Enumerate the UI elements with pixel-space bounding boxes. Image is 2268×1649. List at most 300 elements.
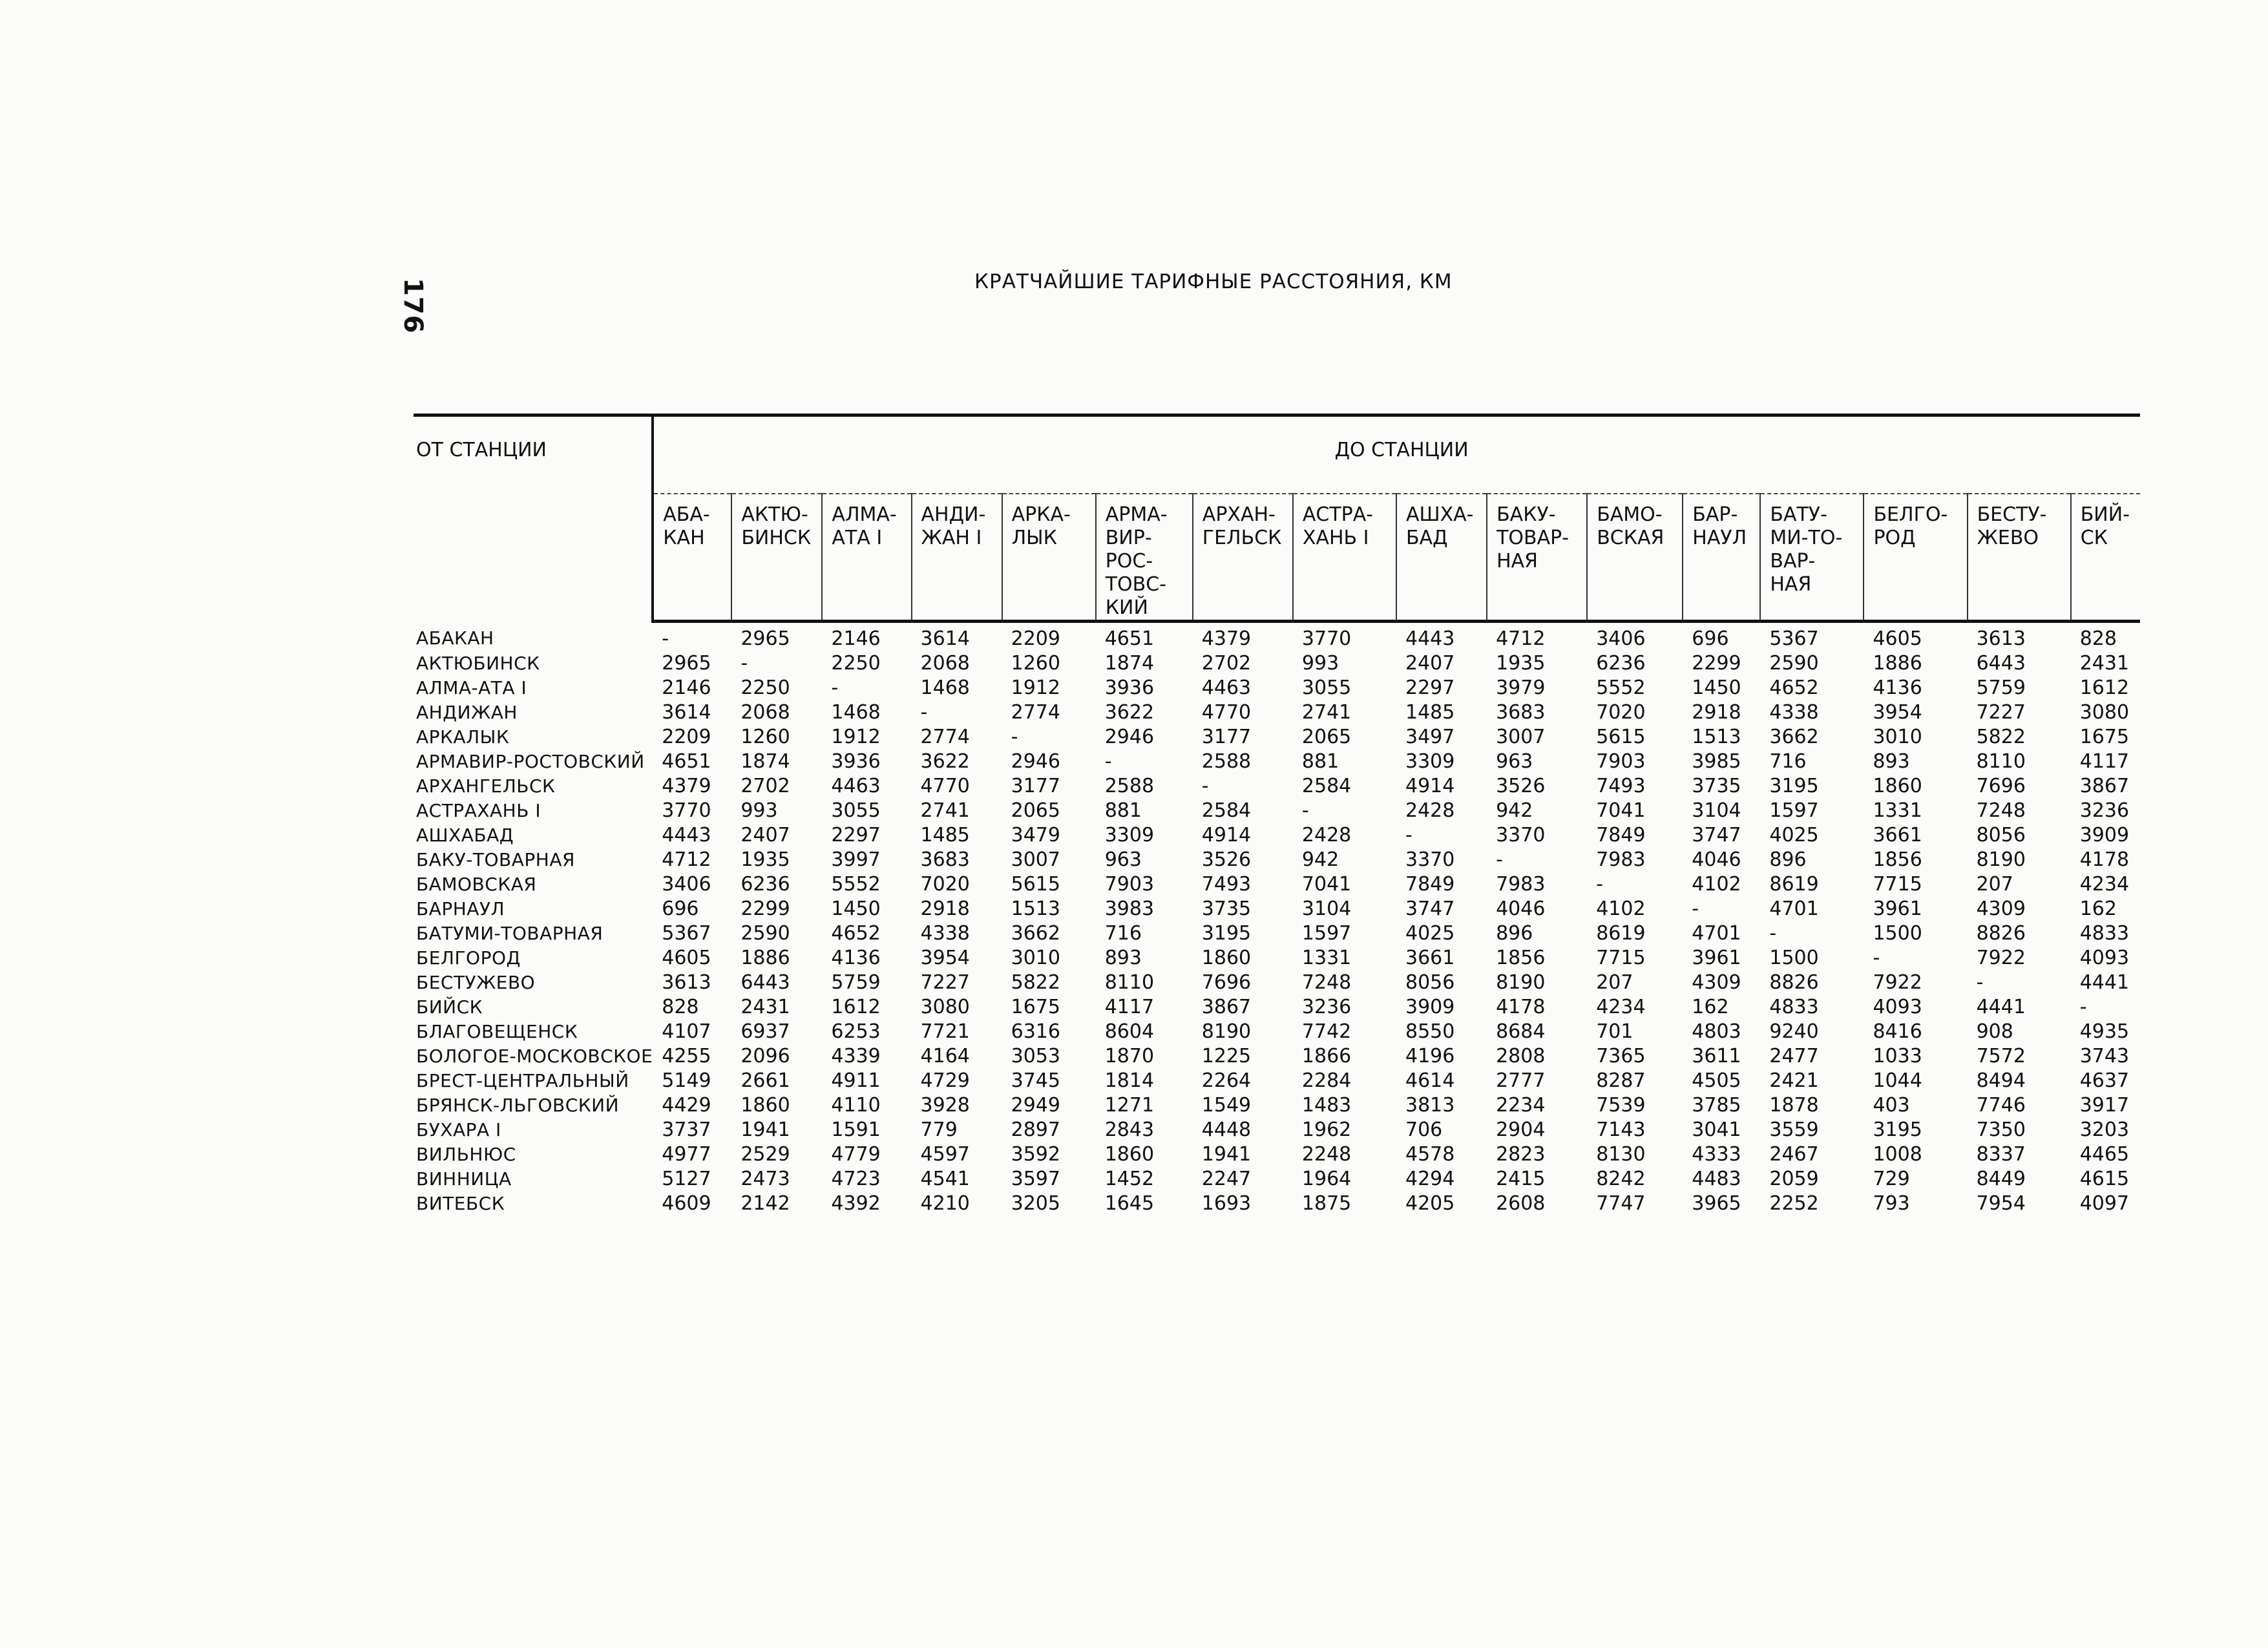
station-name: АРКАЛЫК bbox=[416, 726, 510, 748]
distance-cell: 7849 bbox=[1596, 824, 1646, 846]
distance-cell: 4770 bbox=[1201, 701, 1252, 724]
distance-cell: 701 bbox=[1596, 1020, 1633, 1043]
distance-cell: 2428 bbox=[1301, 824, 1352, 846]
distance-cell: 7983 bbox=[1596, 848, 1646, 871]
distance-cell: 3917 bbox=[2079, 1094, 2130, 1117]
station-name: ВИЛЬНЮС bbox=[416, 1144, 516, 1165]
distance-cell: 5149 bbox=[662, 1069, 711, 1092]
distance-cell: 1886 bbox=[1873, 652, 1922, 675]
distance-cell: 1874 bbox=[740, 750, 790, 773]
distance-cell: 8056 bbox=[1405, 971, 1455, 994]
distance-cell: 2059 bbox=[1769, 1168, 1819, 1190]
distance-cell: 2299 bbox=[740, 898, 790, 920]
distance-cell: 993 bbox=[740, 799, 778, 822]
distance-cell: 2949 bbox=[1011, 1094, 1060, 1117]
column-header: АРХАН- ГЕЛЬСК bbox=[1193, 494, 1293, 622]
distance-cell: 4178 bbox=[1496, 996, 1546, 1018]
distance-cell: 3965 bbox=[1692, 1192, 1741, 1215]
distance-cell: 207 bbox=[1596, 971, 1633, 994]
distance-cell: - bbox=[920, 701, 928, 724]
distance-cell: 4443 bbox=[662, 824, 711, 846]
distance-cell: 3177 bbox=[1201, 726, 1252, 748]
distance-cell: 828 bbox=[662, 996, 699, 1018]
column-header: БИЙ- СК bbox=[2071, 494, 2140, 622]
distance-cell: 4097 bbox=[2079, 1192, 2130, 1215]
distance-cell: 4463 bbox=[1201, 677, 1252, 699]
column-header-row bbox=[414, 494, 2140, 622]
distance-cell: 2234 bbox=[1496, 1094, 1546, 1117]
distance-cell: 3007 bbox=[1496, 726, 1546, 748]
distance-cell: 2823 bbox=[1496, 1143, 1546, 1166]
distance-cell: 696 bbox=[1692, 627, 1729, 650]
distance-cell: 6316 bbox=[1011, 1020, 1060, 1043]
distance-cell: 207 bbox=[1976, 873, 2013, 896]
distance-table bbox=[414, 414, 2140, 1216]
distance-cell: 3770 bbox=[662, 799, 711, 822]
distance-cell: 4652 bbox=[831, 922, 881, 945]
distance-cell: 4833 bbox=[1769, 996, 1819, 1018]
distance-cell: 3661 bbox=[1873, 824, 1922, 846]
distance-cell: 4338 bbox=[1769, 701, 1819, 724]
distance-cell: 8684 bbox=[1496, 1020, 1546, 1043]
distance-cell: 6443 bbox=[740, 971, 790, 994]
distance-cell: 3613 bbox=[662, 971, 711, 994]
station-name: БАТУМИ-ТОВАРНАЯ bbox=[416, 923, 604, 944]
distance-cell: 4652 bbox=[1769, 677, 1819, 699]
distance-cell: 1866 bbox=[1301, 1045, 1352, 1067]
station-name: БЛАГОВЕЩЕНСК bbox=[416, 1021, 578, 1042]
distance-cell: 7903 bbox=[1596, 750, 1646, 773]
distance-cell: 8190 bbox=[1496, 971, 1546, 994]
distance-cell: - bbox=[740, 652, 748, 675]
distance-cell: 881 bbox=[1104, 799, 1142, 822]
distance-cell: 5759 bbox=[1976, 677, 2026, 699]
distance-cell: 7742 bbox=[1301, 1020, 1352, 1043]
distance-cell: 3614 bbox=[662, 701, 711, 724]
distance-cell: 3406 bbox=[662, 873, 711, 896]
distance-cell: 4136 bbox=[1873, 677, 1922, 699]
distance-cell: 7143 bbox=[1596, 1119, 1646, 1141]
distance-cell: 8619 bbox=[1769, 873, 1819, 896]
distance-cell: 3662 bbox=[1769, 726, 1819, 748]
distance-cell: 1331 bbox=[1873, 799, 1922, 822]
distance-cell: 4046 bbox=[1692, 848, 1741, 871]
distance-cell: 2590 bbox=[1769, 652, 1819, 675]
distance-cell: 1612 bbox=[831, 996, 881, 1018]
distance-cell: 706 bbox=[1405, 1119, 1443, 1141]
distance-cell: 1935 bbox=[1496, 652, 1546, 675]
distance-cell: 4701 bbox=[1769, 898, 1819, 920]
distance-cell: 2065 bbox=[1301, 726, 1352, 748]
distance-cell: 3559 bbox=[1769, 1119, 1819, 1141]
distance-cell: 4770 bbox=[920, 775, 970, 797]
distance-cell: 881 bbox=[1301, 750, 1339, 773]
distance-cell: - bbox=[1976, 971, 1984, 994]
distance-cell: 4205 bbox=[1405, 1192, 1455, 1215]
distance-cell: 2897 bbox=[1011, 1119, 1060, 1141]
column-header: АБА- КАН bbox=[653, 494, 731, 622]
station-name: БАРНАУЛ bbox=[416, 898, 505, 919]
distance-cell: 4614 bbox=[1405, 1069, 1455, 1092]
distance-cell: 4541 bbox=[920, 1168, 970, 1190]
table-row bbox=[414, 897, 2140, 921]
table-row bbox=[414, 1167, 2140, 1192]
station-name: БИЙСК bbox=[416, 996, 483, 1018]
distance-cell: 779 bbox=[920, 1119, 958, 1141]
station-name: БРЕСТ-ЦЕНТРАЛЬНЫЙ bbox=[416, 1070, 629, 1091]
distance-cell: 2702 bbox=[740, 775, 790, 797]
distance-cell: 3928 bbox=[920, 1094, 970, 1117]
distance-cell: 2588 bbox=[1201, 750, 1252, 773]
distance-cell: 4333 bbox=[1692, 1143, 1741, 1166]
distance-cell: 1856 bbox=[1496, 947, 1546, 969]
distance-cell: 4712 bbox=[662, 848, 711, 871]
distance-cell: 3053 bbox=[1011, 1045, 1060, 1067]
distance-cell: 8056 bbox=[1976, 824, 2026, 846]
distance-cell: 2415 bbox=[1496, 1168, 1546, 1190]
distance-cell: 3735 bbox=[1201, 898, 1252, 920]
distance-cell: 6236 bbox=[740, 873, 790, 896]
distance-cell: 4441 bbox=[1976, 996, 2026, 1018]
table-row bbox=[414, 622, 2140, 652]
distance-cell: 162 bbox=[2079, 898, 2117, 920]
distance-cell: 3406 bbox=[1596, 627, 1646, 650]
distance-cell: 1935 bbox=[740, 848, 790, 871]
table-row bbox=[414, 921, 2140, 946]
distance-cell: 696 bbox=[662, 898, 699, 920]
distance-cell: 3936 bbox=[831, 750, 881, 773]
table-row bbox=[414, 1192, 2140, 1216]
distance-cell: 7350 bbox=[1976, 1119, 2026, 1141]
distance-cell: 3526 bbox=[1496, 775, 1546, 797]
distance-cell: 3203 bbox=[2079, 1119, 2130, 1141]
table-row bbox=[414, 725, 2140, 750]
table-row bbox=[414, 872, 2140, 897]
distance-cell: 1468 bbox=[920, 677, 970, 699]
page-title: КРАТЧАЙШИЕ ТАРИФНЫЕ РАССТОЯНИЯ, КМ bbox=[974, 270, 1453, 293]
distance-cell: 7849 bbox=[1405, 873, 1455, 896]
distance-cell: 7539 bbox=[1596, 1094, 1646, 1117]
distance-cell: 7020 bbox=[1596, 701, 1646, 724]
distance-cell: 4178 bbox=[2079, 848, 2130, 871]
distance-cell: 1693 bbox=[1201, 1192, 1252, 1215]
distance-cell: 4110 bbox=[831, 1094, 881, 1117]
distance-cell: 4483 bbox=[1692, 1168, 1741, 1190]
distance-cell: 1450 bbox=[1692, 677, 1741, 699]
distance-cell: 2477 bbox=[1769, 1045, 1819, 1067]
distance-cell: 8130 bbox=[1596, 1143, 1646, 1166]
distance-cell: 2250 bbox=[831, 652, 881, 675]
distance-cell: 8416 bbox=[1873, 1020, 1922, 1043]
distance-cell: 1008 bbox=[1873, 1143, 1922, 1166]
station-name: АКТЮБИНСК bbox=[416, 653, 540, 674]
distance-cell: 963 bbox=[1496, 750, 1533, 773]
distance-cell: 7227 bbox=[1976, 701, 2026, 724]
distance-cell: 4637 bbox=[2079, 1069, 2130, 1092]
distance-cell: 896 bbox=[1769, 848, 1807, 871]
distance-cell: - bbox=[1201, 775, 1209, 797]
table-row bbox=[414, 946, 2140, 971]
station-name: АБАКАН bbox=[416, 627, 494, 649]
distance-cell: 7020 bbox=[920, 873, 970, 896]
distance-cell: 8242 bbox=[1596, 1168, 1646, 1190]
distance-cell: 2584 bbox=[1201, 799, 1252, 822]
distance-cell: 1814 bbox=[1104, 1069, 1155, 1092]
distance-cell: - bbox=[662, 627, 669, 650]
distance-cell: 1033 bbox=[1873, 1045, 1922, 1067]
distance-cell: 3479 bbox=[1011, 824, 1060, 846]
table-row bbox=[414, 700, 2140, 725]
distance-cell: 3745 bbox=[1011, 1069, 1060, 1092]
distance-cell: 1513 bbox=[1011, 898, 1060, 920]
distance-cell: 4803 bbox=[1692, 1020, 1741, 1043]
distance-cell: 4196 bbox=[1405, 1045, 1455, 1067]
distance-cell: 3041 bbox=[1692, 1119, 1741, 1141]
distance-cell: 3813 bbox=[1405, 1094, 1455, 1117]
distance-cell: 4117 bbox=[2079, 750, 2130, 773]
distance-cell: 3954 bbox=[920, 947, 970, 969]
distance-cell: 2808 bbox=[1496, 1045, 1546, 1067]
distance-cell: 3909 bbox=[2079, 824, 2130, 846]
distance-cell: 3747 bbox=[1405, 898, 1455, 920]
distance-cell: 4701 bbox=[1692, 922, 1741, 945]
distance-cell: 1468 bbox=[831, 701, 881, 724]
distance-cell: 2584 bbox=[1301, 775, 1352, 797]
distance-cell: 3309 bbox=[1104, 824, 1155, 846]
distance-cell: 1675 bbox=[1011, 996, 1060, 1018]
distance-cell: 1331 bbox=[1301, 947, 1352, 969]
distance-cell: 4046 bbox=[1496, 898, 1546, 920]
distance-cell: 2146 bbox=[831, 627, 881, 650]
distance-cell: 4605 bbox=[1873, 627, 1922, 650]
station-name: АНДИЖАН bbox=[416, 702, 518, 723]
table-row bbox=[414, 1118, 2140, 1142]
distance-cell: 8190 bbox=[1201, 1020, 1252, 1043]
distance-cell: 2965 bbox=[740, 627, 790, 650]
distance-cell: 3195 bbox=[1769, 775, 1819, 797]
column-header: АРМА- ВИР- РОС- ТОВС- КИЙ bbox=[1096, 494, 1193, 622]
table-row bbox=[414, 1142, 2140, 1167]
distance-cell: 1513 bbox=[1692, 726, 1741, 748]
distance-cell: 7903 bbox=[1104, 873, 1155, 896]
distance-cell: 3867 bbox=[1201, 996, 1252, 1018]
distance-cell: 3597 bbox=[1011, 1168, 1060, 1190]
station-name: БУХАРА I bbox=[416, 1119, 501, 1140]
distance-cell: 7983 bbox=[1496, 873, 1546, 896]
distance-cell: 4338 bbox=[920, 922, 970, 945]
distance-cell: 4977 bbox=[662, 1143, 711, 1166]
column-header: БАМО- ВСКАЯ bbox=[1587, 494, 1683, 622]
distance-cell: 7365 bbox=[1596, 1045, 1646, 1067]
distance-cell: 4463 bbox=[831, 775, 881, 797]
distance-cell: 2904 bbox=[1496, 1119, 1546, 1141]
distance-cell: 7922 bbox=[1976, 947, 2026, 969]
distance-cell: - bbox=[1104, 750, 1112, 773]
table-row bbox=[414, 971, 2140, 995]
distance-cell: 3683 bbox=[1496, 701, 1546, 724]
distance-cell: 1450 bbox=[831, 898, 881, 920]
distance-cell: 7721 bbox=[920, 1020, 970, 1043]
station-name: АСТРАХАНЬ I bbox=[416, 800, 541, 821]
distance-cell: 4609 bbox=[662, 1192, 711, 1215]
distance-cell: 3611 bbox=[1692, 1045, 1741, 1067]
distance-cell: 1941 bbox=[1201, 1143, 1252, 1166]
distance-cell: 1500 bbox=[1769, 947, 1819, 969]
station-name: БОЛОГОЕ-МОСКОВСКОЕ bbox=[416, 1045, 653, 1067]
distance-cell: 3236 bbox=[2079, 799, 2130, 822]
distance-cell: 2608 bbox=[1496, 1192, 1546, 1215]
distance-cell: 5822 bbox=[1011, 971, 1060, 994]
distance-cell: 5552 bbox=[1596, 677, 1646, 699]
distance-cell: 1964 bbox=[1301, 1168, 1352, 1190]
distance-cell: 4210 bbox=[920, 1192, 970, 1215]
distance-cell: 1549 bbox=[1201, 1094, 1252, 1117]
distance-cell: 7696 bbox=[1201, 971, 1252, 994]
distance-cell: 4443 bbox=[1405, 627, 1455, 650]
column-header: БАР- НАУЛ bbox=[1683, 494, 1760, 622]
distance-cell: 1612 bbox=[2079, 677, 2130, 699]
distance-cell: 4025 bbox=[1405, 922, 1455, 945]
distance-cell: 2774 bbox=[1011, 701, 1060, 724]
distance-cell: 5367 bbox=[1769, 627, 1819, 650]
distance-cell: 4712 bbox=[1496, 627, 1546, 650]
distance-cell: 3622 bbox=[1104, 701, 1155, 724]
distance-cell: 1452 bbox=[1104, 1168, 1155, 1190]
distance-cell: 1878 bbox=[1769, 1094, 1819, 1117]
distance-cell: - bbox=[1692, 898, 1699, 920]
distance-cell: 1591 bbox=[831, 1119, 881, 1141]
distance-cell: 8604 bbox=[1104, 1020, 1155, 1043]
distance-cell: 4294 bbox=[1405, 1168, 1455, 1190]
station-name: АРМАВИР-РОСТОВСКИЙ bbox=[416, 751, 645, 772]
distance-cell: 5127 bbox=[662, 1168, 711, 1190]
distance-cell: 4234 bbox=[1596, 996, 1646, 1018]
distance-cell: 3961 bbox=[1873, 898, 1922, 920]
distance-cell: 3961 bbox=[1692, 947, 1741, 969]
distance-cell: 729 bbox=[1873, 1168, 1910, 1190]
distance-cell: 162 bbox=[1692, 996, 1729, 1018]
distance-cell: 1500 bbox=[1873, 922, 1922, 945]
distance-cell: 2588 bbox=[1104, 775, 1155, 797]
distance-cell: 1886 bbox=[740, 947, 790, 969]
distance-cell: 2946 bbox=[1011, 750, 1060, 773]
distance-cell: 6253 bbox=[831, 1020, 881, 1043]
distance-cell: 2777 bbox=[1496, 1069, 1546, 1092]
distance-cell: 4117 bbox=[1104, 996, 1155, 1018]
distance-cell: 4651 bbox=[1104, 627, 1155, 650]
distance-cell: 403 bbox=[1873, 1094, 1910, 1117]
distance-cell: 4779 bbox=[831, 1143, 881, 1166]
distance-cell: 2407 bbox=[740, 824, 790, 846]
distance-cell: 1485 bbox=[1405, 701, 1455, 724]
from-station-header: ОТ СТАНЦИИ bbox=[414, 415, 653, 622]
distance-cell: 4615 bbox=[2079, 1168, 2130, 1190]
distance-cell: 3909 bbox=[1405, 996, 1455, 1018]
distance-cell: 4379 bbox=[1201, 627, 1252, 650]
distance-cell: 4723 bbox=[831, 1168, 881, 1190]
distance-cell: 4935 bbox=[2079, 1020, 2130, 1043]
distance-cell: 2428 bbox=[1405, 799, 1455, 822]
distance-cell: 1941 bbox=[740, 1119, 790, 1141]
distance-cell: 2252 bbox=[1769, 1192, 1819, 1215]
distance-cell: 3936 bbox=[1104, 677, 1155, 699]
distance-cell: 7227 bbox=[920, 971, 970, 994]
distance-cell: 4025 bbox=[1769, 824, 1819, 846]
distance-cell: 4597 bbox=[920, 1143, 970, 1166]
station-name: БАМОВСКАЯ bbox=[416, 874, 537, 895]
table-row bbox=[414, 651, 2140, 676]
page-number: 176 bbox=[398, 278, 428, 334]
distance-cell: 3010 bbox=[1011, 947, 1060, 969]
distance-cell: 4309 bbox=[1976, 898, 2026, 920]
distance-cell: 2774 bbox=[920, 726, 970, 748]
distance-cell: 908 bbox=[1976, 1020, 2013, 1043]
distance-cell: 2096 bbox=[740, 1045, 790, 1067]
distance-cell: 2702 bbox=[1201, 652, 1252, 675]
column-header: АКТЮ- БИНСК bbox=[731, 494, 822, 622]
distance-cell: 8449 bbox=[1976, 1168, 2026, 1190]
distance-cell: 2590 bbox=[740, 922, 790, 945]
distance-cell: 3080 bbox=[920, 996, 970, 1018]
distance-cell: 4505 bbox=[1692, 1069, 1741, 1092]
distance-cell: 7696 bbox=[1976, 775, 2026, 797]
distance-cell: 2467 bbox=[1769, 1143, 1819, 1166]
distance-cell: 4429 bbox=[662, 1094, 711, 1117]
distance-cell: 1912 bbox=[1011, 677, 1060, 699]
distance-cell: 3104 bbox=[1301, 898, 1352, 920]
distance-cell: 3743 bbox=[2079, 1045, 2130, 1067]
distance-cell: 2918 bbox=[1692, 701, 1741, 724]
distance-cell: 5615 bbox=[1596, 726, 1646, 748]
distance-cell: 3370 bbox=[1496, 824, 1546, 846]
distance-cell: 3785 bbox=[1692, 1094, 1741, 1117]
station-name: БЕСТУЖЕВО bbox=[416, 972, 536, 993]
distance-cell: 1597 bbox=[1769, 799, 1819, 822]
distance-cell: 9240 bbox=[1769, 1020, 1819, 1043]
distance-cell: 4914 bbox=[1201, 824, 1252, 846]
distance-cell: 1485 bbox=[920, 824, 970, 846]
distance-cell: - bbox=[1769, 922, 1777, 945]
distance-cell: 3010 bbox=[1873, 726, 1922, 748]
distance-cell: 3735 bbox=[1692, 775, 1741, 797]
distance-cell: 8550 bbox=[1405, 1020, 1455, 1043]
distance-cell: 893 bbox=[1873, 750, 1910, 773]
station-name: АЛМА-АТА I bbox=[416, 677, 527, 698]
distance-cell: 8110 bbox=[1104, 971, 1155, 994]
distance-cell: 2264 bbox=[1201, 1069, 1252, 1092]
distance-cell: 2529 bbox=[740, 1143, 790, 1166]
distance-cell: 993 bbox=[1301, 652, 1339, 675]
distance-cell: - bbox=[1596, 873, 1604, 896]
distance-cell: 1260 bbox=[740, 726, 790, 748]
distance-cell: 2421 bbox=[1769, 1069, 1819, 1092]
distance-cell: 4911 bbox=[831, 1069, 881, 1092]
distance-cell: 1875 bbox=[1301, 1192, 1352, 1215]
distance-cell: 963 bbox=[1104, 848, 1142, 871]
distance-cell: - bbox=[1011, 726, 1018, 748]
distance-cell: 4833 bbox=[2079, 922, 2130, 945]
distance-cell: 3747 bbox=[1692, 824, 1741, 846]
table-row bbox=[414, 1093, 2140, 1118]
station-name: БРЯНСК-ЛЬГОВСКИЙ bbox=[416, 1095, 620, 1116]
distance-cell: 7715 bbox=[1873, 873, 1922, 896]
column-header: АРКА- ЛЫК bbox=[1002, 494, 1096, 622]
table-row bbox=[414, 799, 2140, 823]
distance-cell: 2407 bbox=[1405, 652, 1455, 675]
table-row bbox=[414, 1020, 2140, 1044]
station-name: АШХАБАД bbox=[416, 824, 514, 846]
distance-cell: 2946 bbox=[1104, 726, 1155, 748]
